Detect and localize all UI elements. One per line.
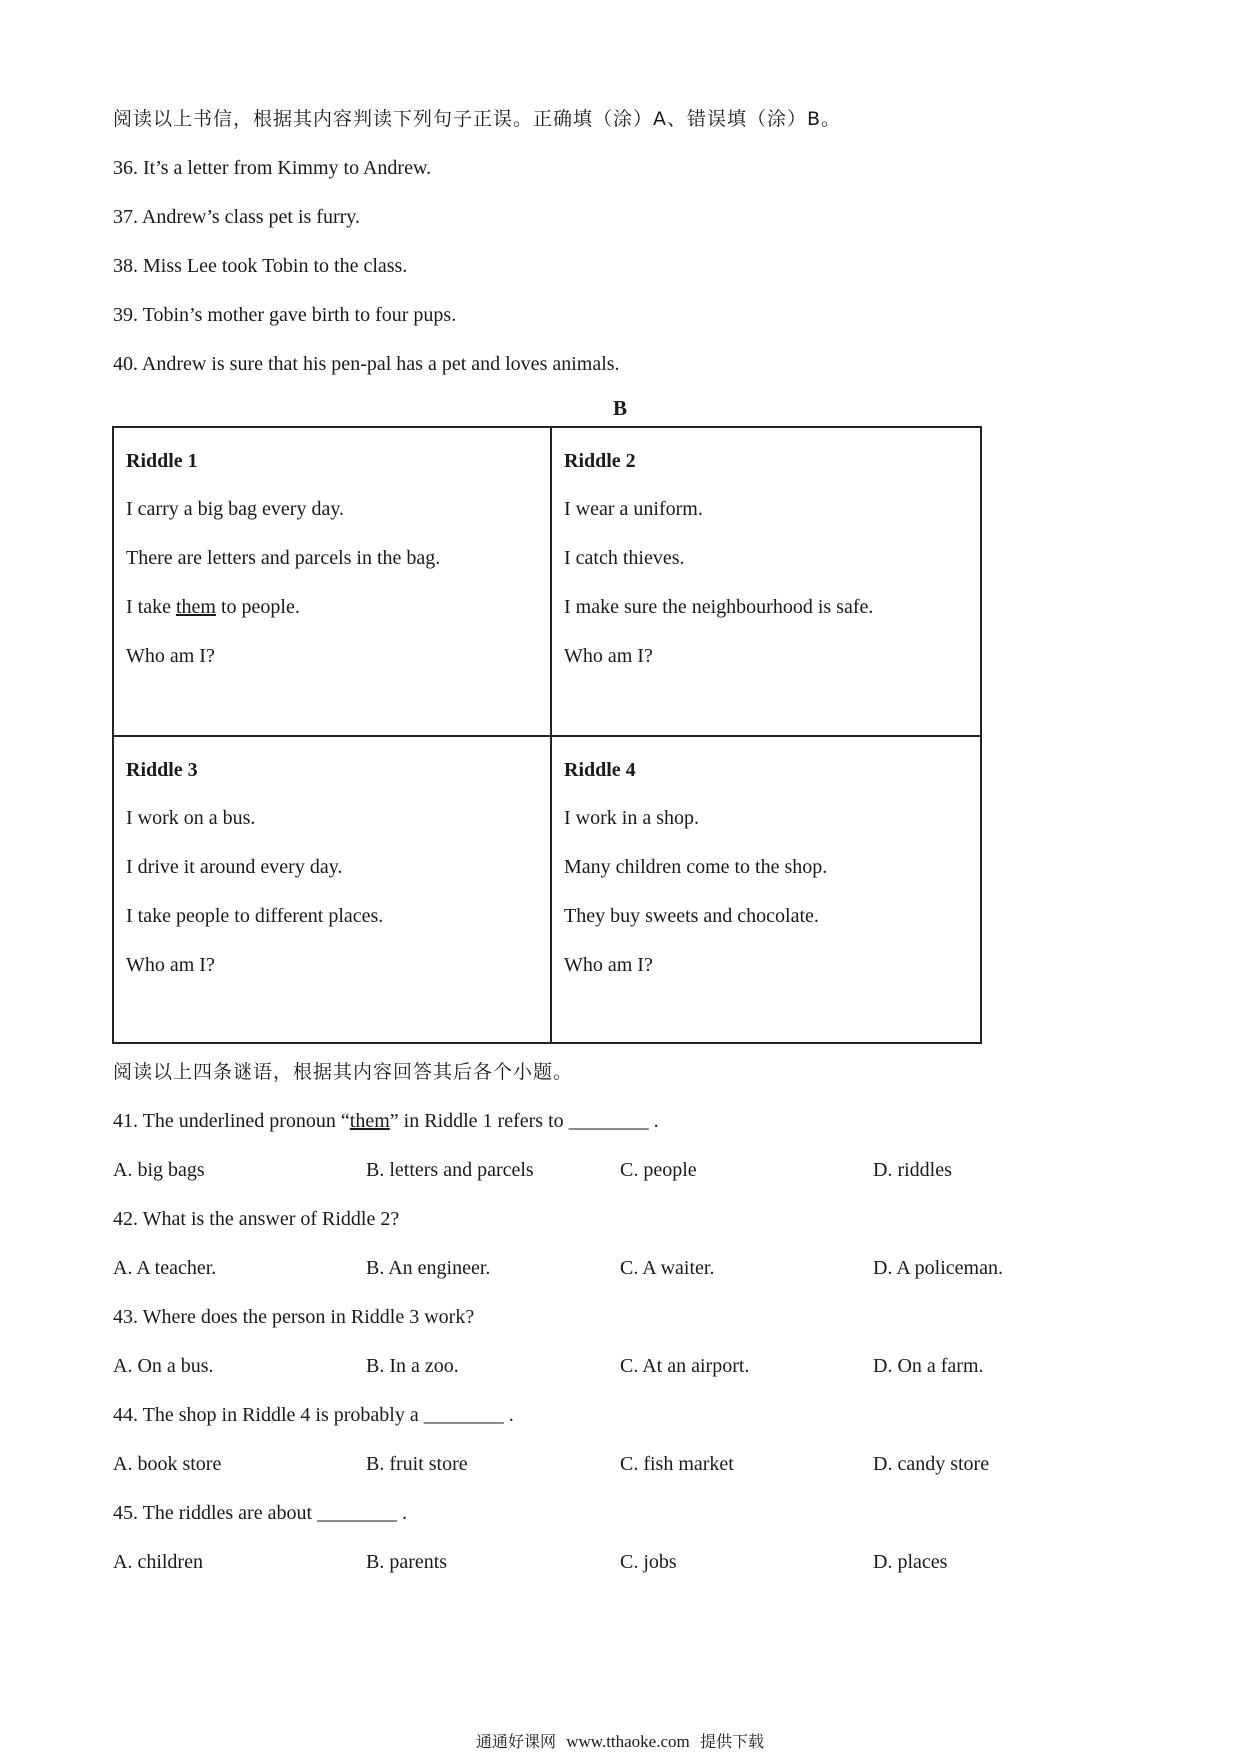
riddle-line: I make sure the neighbourhood is safe. <box>564 596 874 618</box>
option-42-b: B. An engineer. <box>366 1257 491 1279</box>
option-44-c: C. fish market <box>620 1453 734 1475</box>
question-38: 38. Miss Lee took Tobin to the class. <box>113 255 408 277</box>
question-37: 37. Andrew’s class pet is furry. <box>113 206 360 228</box>
option-41-b: B. letters and parcels <box>366 1159 534 1181</box>
question-44: 44. The shop in Riddle 4 is probably a ________ . <box>113 1404 514 1426</box>
option-44-a: A. book store <box>113 1453 222 1475</box>
option-41-d: D. riddles <box>873 1159 952 1181</box>
riddle-cell-3 <box>114 737 552 1042</box>
riddle-line: Many children come to the shop. <box>564 856 828 878</box>
riddle-line: I wear a uniform. <box>564 498 703 520</box>
option-44-d: D. candy store <box>873 1453 990 1475</box>
riddle-table <box>112 426 982 1044</box>
option-42-d: D. A policeman. <box>873 1257 1003 1279</box>
question-41 <box>113 1108 659 1134</box>
riddle-line-end: to people. <box>215 596 300 618</box>
page-footer <box>0 1729 1240 1752</box>
riddle-line: Who am I? <box>564 954 653 976</box>
riddle-line: I drive it around every day. <box>126 856 343 878</box>
riddle-line <box>126 596 300 619</box>
option-45-c: C. jobs <box>620 1551 677 1573</box>
instruction-true-false: 阅读以上书信，根据其内容判读下列句子正误。正确填（涂）A、错误填（涂）B。 <box>113 108 842 130</box>
footer-site-link[interactable]: www.tthaoke.com <box>566 1732 690 1751</box>
riddle-line: I take people to different places. <box>126 905 384 927</box>
riddle-line: Who am I? <box>564 645 653 667</box>
question-41-end: ” in Riddle 1 refers to ________ . <box>389 1110 659 1132</box>
instruction-riddles: 阅读以上四条谜语，根据其内容回答其后各个小题。 <box>113 1061 574 1083</box>
option-43-b: B. In a zoo. <box>366 1355 459 1377</box>
riddle-title: Riddle 1 <box>126 450 198 472</box>
option-45-a: A. children <box>113 1551 203 1573</box>
riddle-line: I work on a bus. <box>126 807 256 829</box>
riddle-line: I carry a big bag every day. <box>126 498 345 520</box>
question-41-start: 41. The underlined pronoun “ <box>113 1110 350 1132</box>
option-42-a: A. A teacher. <box>113 1257 217 1279</box>
question-43: 43. Where does the person in Riddle 3 work? <box>113 1306 475 1328</box>
riddle-line: Who am I? <box>126 645 215 667</box>
riddle-cell-1 <box>114 428 552 737</box>
underlined-pronoun: them <box>175 596 216 618</box>
question-40: 40. Andrew is sure that his pen-pal has a pet and loves animals. <box>113 353 620 375</box>
option-44-b: B. fruit store <box>366 1453 468 1475</box>
footer-right: 提供下载 <box>699 1732 764 1751</box>
underlined-pronoun: them <box>349 1110 390 1132</box>
riddle-line: I catch thieves. <box>564 547 685 569</box>
riddle-line: They buy sweets and chocolate. <box>564 905 819 927</box>
riddle-cell-4 <box>552 737 980 1042</box>
riddle-line-start: I take <box>126 596 176 618</box>
riddle-title: Riddle 2 <box>564 450 636 472</box>
riddle-cell-2 <box>552 428 980 737</box>
riddle-line: There are letters and parcels in the bag. <box>126 547 441 569</box>
footer-left: 通通好课网 <box>476 1732 557 1751</box>
question-39: 39. Tobin’s mother gave birth to four pups. <box>113 304 457 326</box>
option-43-c: C. At an airport. <box>620 1355 750 1377</box>
option-43-d: D. On a farm. <box>873 1355 984 1377</box>
riddle-title: Riddle 3 <box>126 759 198 781</box>
riddle-line: I work in a shop. <box>564 807 699 829</box>
question-36: 36. It’s a letter from Kimmy to Andrew. <box>113 157 432 179</box>
option-43-a: A. On a bus. <box>113 1355 214 1377</box>
section-letter: B <box>612 396 627 420</box>
riddle-line: Who am I? <box>126 954 215 976</box>
riddle-title: Riddle 4 <box>564 759 636 781</box>
question-45: 45. The riddles are about ________ . <box>113 1502 408 1524</box>
option-45-b: B. parents <box>366 1551 448 1573</box>
option-45-d: D. places <box>873 1551 948 1573</box>
option-42-c: C. A waiter. <box>620 1257 715 1279</box>
question-42: 42. What is the answer of Riddle 2? <box>113 1208 400 1230</box>
option-41-a: A. big bags <box>113 1159 205 1181</box>
option-41-c: C. people <box>620 1159 697 1181</box>
